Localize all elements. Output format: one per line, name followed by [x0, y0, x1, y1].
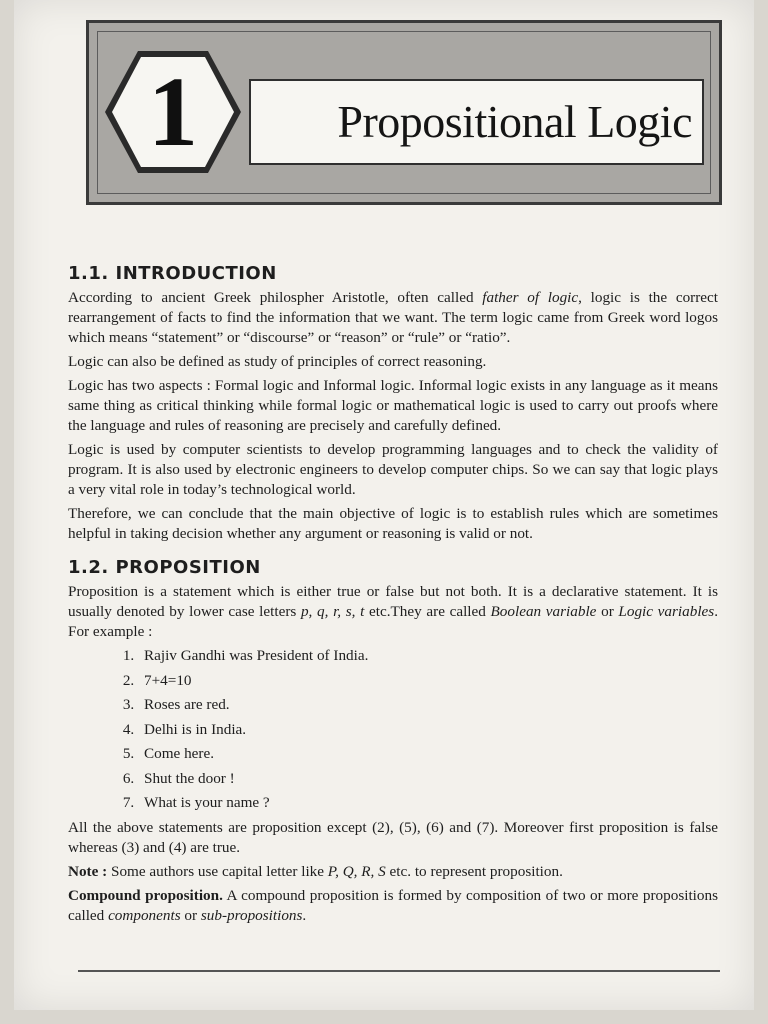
proposition-paragraph-2: All the above statements are proposition except (2), (5), (6) and (7). Moreover first proposition is false whereas (3) and (4) are true. — [68, 818, 718, 856]
proposition-paragraph-1: Proposition is a statement which is either true or false but not both. It is a declarative statement. It is usually denoted by lower case letters p, q, r, s, t etc.They are called Boolean variable or Logic variables. For example : — [68, 583, 719, 640]
intro-paragraph-5: Therefore, we can conclude that the main objective of logic is to establish rules which are sometimes helpful in taking decision whether any argument or reasoning is valid or not. — [68, 505, 718, 542]
intro-paragraph-3: Logic has two aspects : Formal logic and Informal logic. Informal logic exists in any language as it means same thing as critical thinking while formal logic or mathematical logic is used to carry out proofs where the language and rules of reasoning are precisely and carefully defined. — [68, 377, 718, 434]
section-heading-introduction: 1.1. INTRODUCTION — [68, 263, 277, 284]
intro-paragraph-2: Logic can also be defined as study of principles of correct reasoning. — [68, 353, 487, 370]
chapter-title-strip — [249, 79, 704, 165]
footer-rule — [78, 970, 720, 972]
section-heading-proposition: 1.2. PROPOSITION — [68, 557, 261, 578]
list-item: 3. Roses are red. — [138, 695, 718, 715]
list-item: 6. Shut the door ! — [138, 769, 718, 789]
book-page — [14, 0, 754, 1010]
chapter-banner — [86, 20, 722, 205]
list-item: 4. Delhi is in India. — [138, 720, 718, 740]
list-item: 2. 7+4=10 — [138, 671, 718, 691]
chapter-title: Propositional Logic — [337, 96, 692, 147]
chapter-number: 1 — [148, 56, 198, 167]
intro-paragraph-1: According to ancient Greek philospher Aristotle, often called father of logic, logic is the correct rearrangement of facts to find the information that we want. The term logic came from Greek word logos which means “statement” or “discourse” or “reason” or “rule” or “ratio”. — [68, 289, 718, 346]
note-paragraph: Note : Some authors use capital letter like P, Q, R, S etc. to represent proposition. — [68, 862, 563, 880]
intro-paragraph-4: Logic is used by computer scientists to develop programming languages and to check the validity of program. It is also used by electronic engineers to develop computer chips. So we can say that logic plays a very vital role in today’s technological world. — [68, 441, 718, 498]
list-item: 1. Rajiv Gandhi was President of India. — [138, 646, 718, 666]
compound-proposition-paragraph: Compound proposition. A compound proposition is formed by composition of two or more propositions called components or sub-propositions. — [68, 886, 718, 924]
list-item: 5. Come here. — [138, 744, 718, 764]
examples-list — [68, 646, 718, 813]
page-content — [68, 262, 718, 930]
list-item: 7. What is your name ? — [138, 793, 718, 813]
